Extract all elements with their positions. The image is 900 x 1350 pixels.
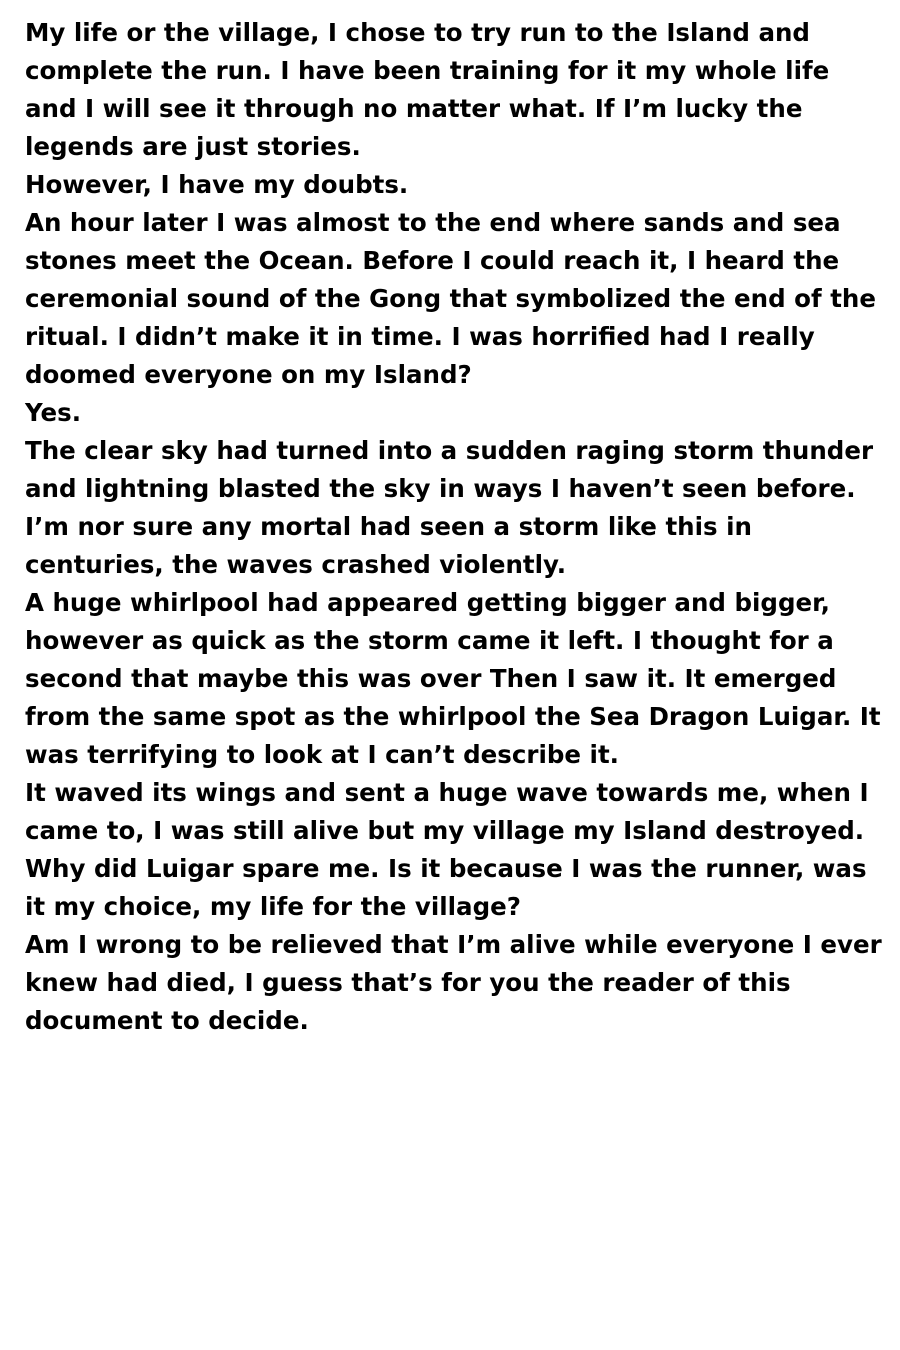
paragraph-8: Am I wrong to be relieved that I’m alive while everyone I ever knew had died, I guess that’s for you the reader of this document to decide.	[25, 930, 882, 1035]
paragraph-5: The clear sky had turned into a sudden raging storm thunder and lightning blasted the sky in ways I haven’t seen before. I’m nor sure any mortal had seen a storm like this in centuries, the waves crashed violently.	[25, 436, 874, 579]
paragraph-2: However, I have my doubts.	[25, 170, 409, 199]
document-page	[25, 14, 885, 1040]
paragraph-3: An hour later I was almost to the end where sands and sea stones meet the Ocean. Before I could reach it, I heard the ceremonial sound of the Gong that symbolized the end of the ritual. I didn’t make it in time. I was horrified had I really doomed everyone on my Island?	[25, 208, 876, 389]
paragraph-4: Yes.	[25, 398, 81, 427]
paragraph-1: My life or the village, I chose to try run to the Island and complete the run. I have been training for it my whole life and I will see it through no matter what. If I’m lucky the legends are just stories.	[25, 18, 830, 161]
paragraph-7: It waved its wings and sent a huge wave towards me, when I came to, I was still alive but my village my Island destroyed. Why did Luigar spare me. Is it because I was the runner, was it my choice, my life for the village?	[25, 778, 869, 921]
paragraph-6: A huge whirlpool had appeared getting bigger and bigger, however as quick as the storm came it left. I thought for a second that maybe this was over Then I saw it. It emerged from the same spot as the whirlpool the Sea Dragon Luigar. It was terrifying to look at I can’t describe it.	[25, 588, 881, 769]
